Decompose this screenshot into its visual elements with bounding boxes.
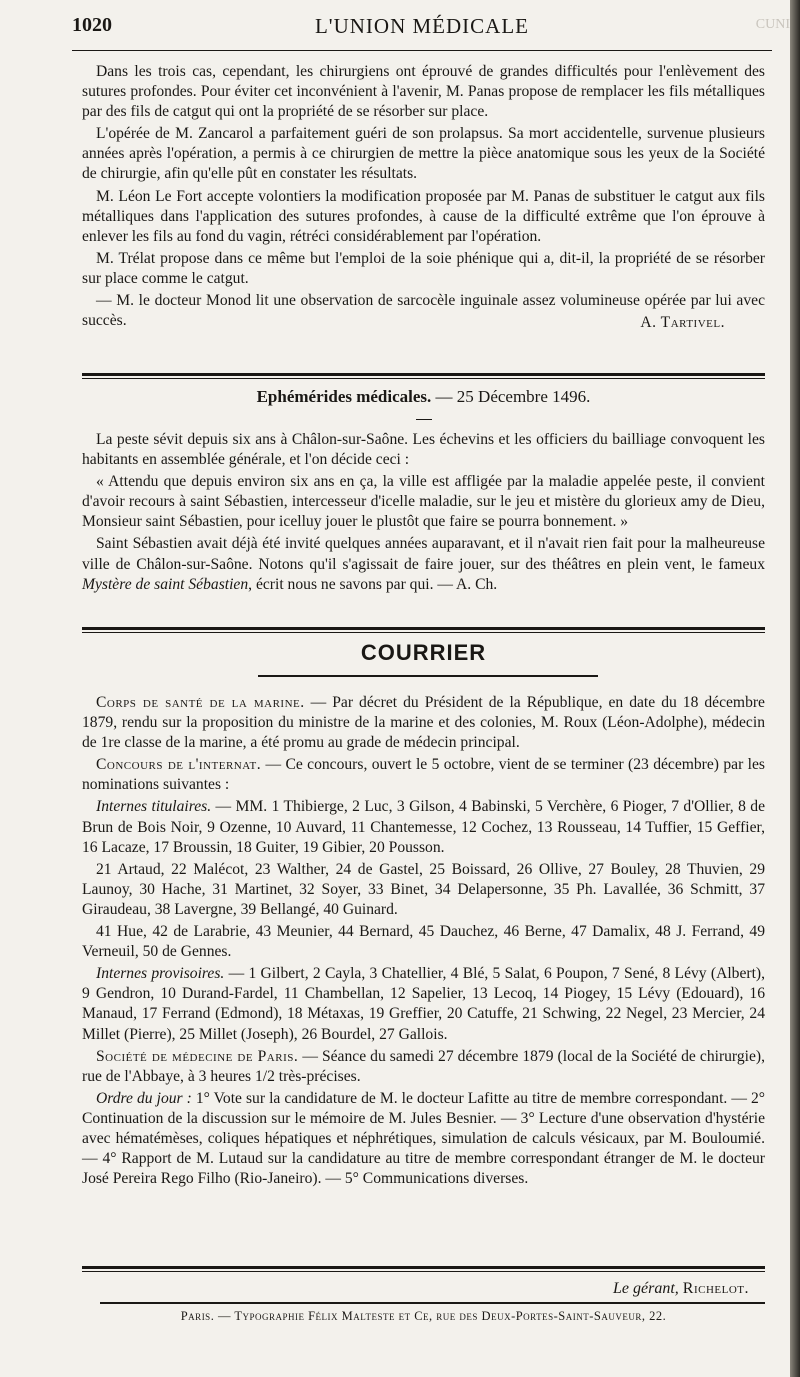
top-article (82, 62, 765, 333)
ephemerides-heading (82, 387, 765, 407)
paragraph-text: — Ce concours, ouvert le 5 octobre, vient de se terminer (23 décembre) par les nominations suivantes : (82, 756, 765, 794)
printer-rule (100, 1302, 765, 1304)
paragraph (82, 797, 765, 857)
courrier-underline (258, 675, 598, 677)
printer-imprint: Paris. — Typographie Félix Malteste et Ce, rue des Deux-Portes-Saint-Sauveur, 22. (180, 1309, 667, 1323)
paragraph: Dans les trois cas, cependant, les chirurgiens ont éprouvé de grandes difficultés pour l'enlèvement des sutures profondes. Pour éviter cet inconvénient à l'avenir, M. Panas propose de remplacer les fils métalliques par des fils de catgut qui ont la propriété de se résorber sur place. (82, 63, 765, 121)
section-lead: Société de médecine de Paris. (96, 1047, 299, 1065)
paragraph-text: Saint Sébastien avait déjà été invité quelques années auparavant, et il n'avait rien fait pour la malheureuse ville de Châlon-sur-Saône. Notons qu'il s'agissait de faire jouer, sur des théâtres en plein vent, le fameux (82, 535, 765, 573)
paragraph-text: — Séance du samedi 27 décembre 1879 (local de la Société de chirurgie), rue de l'Abbaye, à 3 heures 1/2 très-précises. (82, 1047, 765, 1085)
section-rule-thick (82, 373, 765, 376)
paragraph-text: — 1 Gilbert, 2 Cayla, 3 Chatellier, 4 Blé, 5 Salat, 6 Poupon, 7 Sené, 8 Lévy (Albert), 9 Gendron, 10 Durand-Fardel, 11 Chambellan, 12 Sapelier, 13 Lecoq, 14 Piogey, 15 Lévy (Edouard), 16 Manaud, 17 Ferrand (Edmond), 18 Métaxas, 19 Greffier, 20 Catuffe, 21 Schwing, 22 Negel, 23 Mercier, 24 Millet (Pierre), 25 Millet (Joseph), 26 Bourdel, 27 Gallois. (82, 965, 765, 1043)
short-dash (416, 419, 432, 420)
section-rule-thin (82, 378, 765, 379)
paragraph: « Attendu que depuis environ six ans en ça, la ville est affligée par la maladie appelée peste, il convient d'avoir recours à saint Sébastien, intercesseur d'icelle maladie, sur le jeu et mistère du glorieux amy de Dieu, Monsieur saint Sébastien, pour icelluy jouer le plustôt que faire se pourra bonnement. » (82, 473, 765, 531)
paragraph: La peste sévit depuis six ans à Châlon-sur-Saône. Les échevins et les officiers du bailliage convoquent les habitants en assemblée générale, et l'on décide ceci : (82, 431, 765, 469)
ephemerides-title: Ephémérides médicales. (256, 387, 432, 406)
paragraph: 21 Artaud, 22 Malécot, 23 Walther, 24 de Gastel, 25 Boissard, 26 Ollive, 27 Bouley, 28 Thuvien, 29 Launoy, 30 Hache, 31 Martinet, 32 Soyer, 33 Binet, 34 Delapersonne, 35 Ph. Lavallée, 36 Schmitt, 37 Giraudeau, 38 Lavergne, 39 Bellangé, 40 Guinard. (82, 860, 765, 918)
footer-rule-thick (82, 1266, 765, 1269)
list-label: Internes provisoires. (96, 965, 225, 983)
running-head: L'UNION MÉDICALE (314, 14, 529, 38)
paragraph-text: 1° Vote sur la candidature de M. le docteur Lafitte au titre de membre correspondant. — 2° Continuation de la discussion sur le mémoire de M. Jules Besnier. — 3° Lecture d'une observation d'hystérie avec hématémèses, coliques hépatiques et néphrétiques, simulation de calculs vésicaux, par M. Bouloumié. — 4° Rapport de M. Lutaud sur la candidature au titre de membre correspondant étranger de M. le docteur José Pereira Rego Filho (Rio-Janeiro). — 5° Communications diverses. (82, 1089, 766, 1188)
section-rule-thin (82, 632, 765, 633)
italic-title: Mystère de saint Sébastien (82, 575, 249, 593)
paragraph (82, 964, 765, 1044)
paragraph-text: , écrit nous ne savons par qui. — A. Ch. (248, 575, 498, 593)
paragraph-text: — Par décret du Président de la République, en date du 18 décembre 1879, rendu sur la proposition du ministre de la marine et des colonies, M. Roux (Léon-Adolphe), médecin de 1re classe de la marine, a été promu au grade de médecin principal. (82, 694, 765, 752)
paragraph (82, 1047, 765, 1087)
section-lead: Concours de l'internat. (96, 756, 262, 774)
paragraph: 41 Hue, 42 de Larabrie, 43 Meunier, 44 Bernard, 45 Dauchez, 46 Berne, 47 Damalix, 48 J. Ferrand, 49 Verneuil, 50 de Gennes. (82, 923, 765, 961)
paragraph-text: — MM. 1 Thibierge, 2 Luc, 3 Gilson, 4 Babinski, 5 Verchère, 6 Pioger, 7 d'Ollier, 8 de Brun de Bois Noir, 9 Ozenne, 10 Auvard, 11 Chantemesse, 12 Cochez, 13 Rousseau, 14 Tuffier, 15 Geffier, 16 Lacaze, 17 Broussin, 18 Guiter, 19 Gibier, 20 Pousson. (82, 798, 765, 856)
manager-signature (82, 1280, 749, 1298)
section-lead: Corps de santé de la marine. (96, 694, 305, 711)
paragraph-text: — M. le docteur Monod lit une observation de sarcocèle inguinale assez volumineuse opérée par lui avec succès. (82, 292, 765, 330)
paragraph (82, 755, 765, 795)
footer-rule-thin (82, 1271, 765, 1272)
bleed-through-text: CUNI (755, 17, 790, 32)
ephemerides-date: — 25 Décembre 1496. (435, 387, 591, 406)
paragraph (82, 693, 765, 753)
page-binding-edge (790, 0, 800, 1377)
ephemerides-body (82, 430, 765, 597)
paragraph: M. Trélat propose dans ce même but l'emploi de la soie phénique qui a, dit-il, la propriété de se résorber sur place comme le catgut. (82, 249, 765, 287)
list-label: Internes titulaires. (96, 798, 212, 816)
manager-label: Le gérant, (613, 1280, 679, 1297)
paragraph (82, 1089, 765, 1189)
header-rule (72, 50, 772, 51)
paragraph (82, 534, 765, 594)
courrier-heading: COURRIER (360, 640, 487, 665)
list-label: Ordre du jour : (96, 1089, 192, 1107)
manager-name: Richelot. (682, 1280, 749, 1297)
paragraph: L'opérée de M. Zancarol a parfaitement guéri de son prolapsus. Sa mort accidentelle, survenue plusieurs années après l'opération, a permis à ce chirurgien de mettre la pièce anatomique sous les yeux de la Société de chirurgie, afin qu'elle pût en constater les résultats. (82, 125, 765, 183)
page-header (72, 14, 790, 48)
paragraph: M. Léon Le Fort accepte volontiers la modification proposée par M. Panas de substituer le catgut aux fils métalliques dans l'application des sutures profondes, à cause de la difficulté extrême que l'on éprouve à enlever les fils au fond du vagin, rétréci considérablement par l'opération. (82, 187, 765, 245)
page-number: 1020 (72, 14, 112, 36)
courrier-body (82, 693, 765, 1191)
author-signature: A. Tartivel. (640, 314, 725, 332)
section-rule-thick (82, 627, 765, 630)
